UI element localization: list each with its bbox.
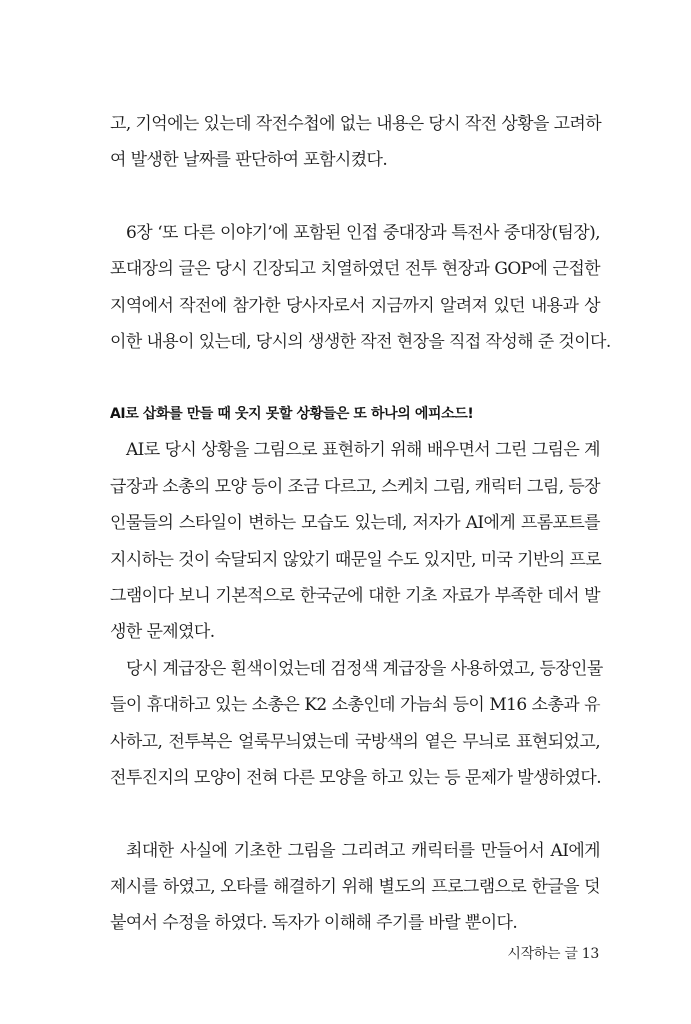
text-line: 최대한 사실에 기초한 그림을 그리려고 캐릭터를 만들어서 AI에게 — [126, 840, 600, 861]
paragraph-5 — [110, 833, 600, 942]
page-body — [110, 106, 611, 942]
text-line: 생한 문제였다. — [110, 622, 215, 643]
page-footer — [507, 944, 599, 964]
paragraph-gap — [110, 360, 600, 396]
text-line: 들이 휴대하고 있는 소총은 K2 소총인데 가늠쇠 등이 M16 소총과 유 — [110, 695, 600, 716]
text-line: 고, 기억에는 있는데 작전수첩에 없는 내용은 당시 작전 상황을 고려하 — [110, 114, 602, 134]
text-line: 포대장의 글은 당시 긴장되고 치열하였던 전투 현장과 GOP에 근접한 — [110, 259, 600, 280]
paragraph-gap — [110, 797, 600, 833]
text-line: 사하고, 전투복은 얼룩무늬였는데 국방색의 옅은 무늬로 표현되었고, — [110, 731, 600, 752]
text-line: 그램이다 보니 기본적으로 한국군에 대한 기초 자료가 부족한 데서 발 — [110, 586, 600, 607]
running-head: 시작하는 글 — [507, 946, 578, 962]
paragraph-1 — [110, 106, 600, 179]
paragraph-gap — [110, 179, 600, 215]
text-line: 여 발생한 날짜를 판단하여 포함시켰다. — [110, 150, 388, 171]
paragraph-2 — [110, 215, 611, 361]
page-number: 13 — [581, 946, 599, 962]
text-line: 당시 계급장은 흰색이었는데 검정색 계급장을 사용하였고, 등장인물 — [126, 658, 603, 679]
text-line: 이한 내용이 있는데, 당시의 생생한 작전 현장을 직접 작성해 준 것이다. — [110, 332, 611, 353]
text-line: AI로 당시 상황을 그림으로 표현하기 위해 배우면서 그린 그림은 계 — [126, 440, 600, 461]
text-line: 붙여서 수정을 하였다. 독자가 이해해 주기를 바랄 뿐이다. — [110, 913, 518, 934]
text-line: 지시하는 것이 숙달되지 않았기 때문일 수도 있지만, 미국 기반의 프로 — [110, 549, 602, 570]
text-line: 지역에서 작전에 참가한 당사자로서 지금까지 알려져 있던 내용과 상 — [110, 295, 600, 316]
text-line: 전투진지의 모양이 전혀 다른 모양을 하고 있는 등 문제가 발생하였다. — [110, 768, 602, 789]
text-line: 제시를 하였고, 오타를 해결하기 위해 별도의 프로그램으로 한글을 덧 — [110, 876, 600, 897]
section-episode — [110, 396, 600, 650]
paragraph-4 — [110, 651, 603, 797]
text-line: 6장 ‘또 다른 이야기’에 포함된 인접 중대장과 특전사 중대장(팀장), — [126, 222, 600, 243]
section-heading: AI로 삽화를 만들 때 웃지 못할 상황들은 또 하나의 에피소드! — [110, 406, 474, 423]
text-line: 급장과 소총의 모양 등이 조금 다르고, 스케치 그림, 캐릭터 그림, 등장 — [110, 476, 600, 497]
text-line: 인물들의 스타일이 변하는 모습도 있는데, 저자가 AI에게 프롬포트를 — [110, 513, 600, 534]
